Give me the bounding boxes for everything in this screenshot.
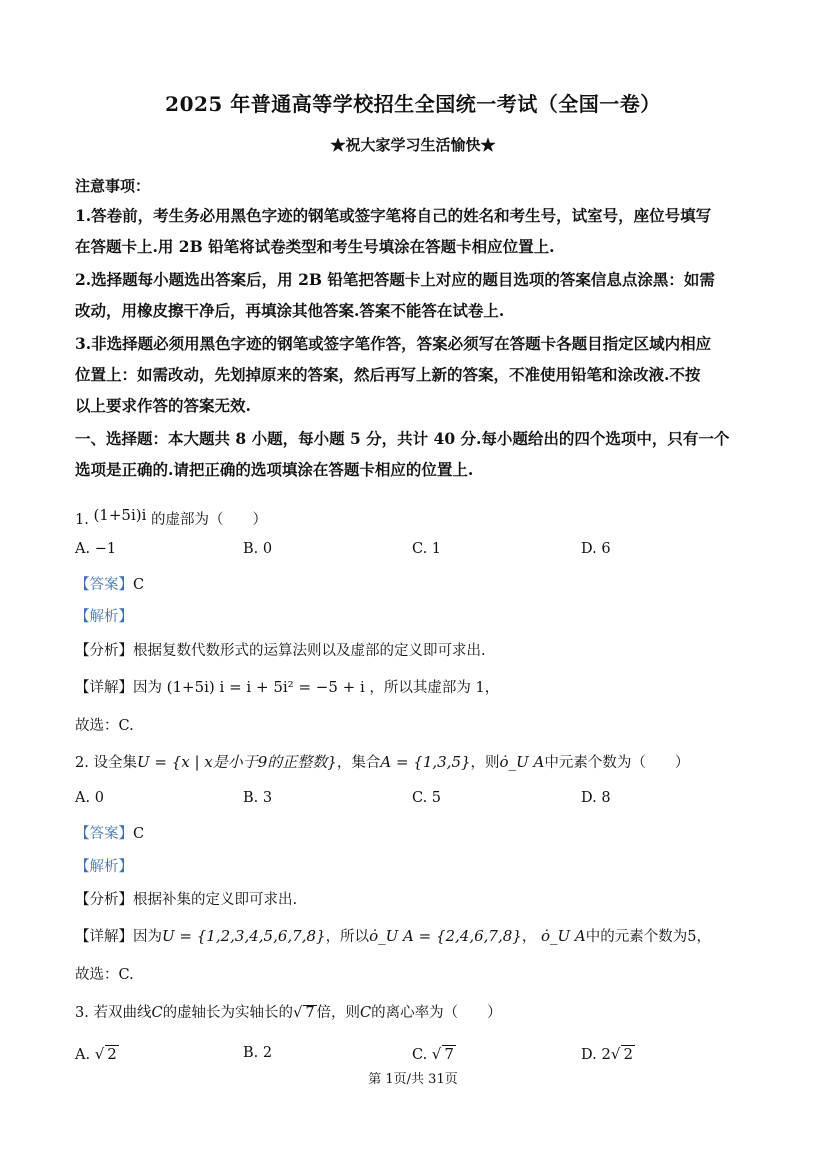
math-expression: ȯ_U A <box>540 927 586 945</box>
sqrt-expression: √ 7 <box>431 1045 454 1063</box>
fenxi-text: 根据补集的定义即可求出. <box>133 892 298 908</box>
sqrt-expression: √ 2 <box>94 1045 117 1063</box>
option-letter: D. <box>581 1047 597 1063</box>
detail-label: 【详解】 <box>75 680 133 696</box>
answer-label: 【答案】 <box>75 577 133 593</box>
math-variable: C <box>151 1005 163 1021</box>
math-expression: (1+5i) i = i + 5i² = −5 + i <box>166 678 365 696</box>
math-expression: A = {1,3,5} <box>380 753 471 771</box>
option-c: C. 1 <box>412 541 442 557</box>
detail-mid2: ， <box>521 929 537 945</box>
question-number: 1. <box>75 512 89 528</box>
page-title: 2025 年普通高等学校招生全国统一考试（全国一卷） <box>165 92 661 116</box>
notice-item-1-line-1: 1.答卷前，考生务必用黑色字迹的钢笔或签字笔将自己的姓名和考生号，试室号，座位号填写 <box>75 206 712 225</box>
question-text: 的虚部为（ ） <box>151 512 268 528</box>
sqrt-expression: 2√ 2 <box>601 1045 633 1063</box>
answer-label: 【答案】 <box>75 826 133 842</box>
notice-item-3-line-1: 3.非选择题必须用黑色字迹的钢笔或签字笔作答，答案必须写在答题卡各题目指定区域内相应 <box>75 334 712 353</box>
sqrt-coefficient: 2 <box>601 1045 611 1063</box>
question-2-fenxi <box>75 888 297 909</box>
notice-item-1-line-2: 在答题卡上.用 2B 铅笔将试卷类型和考生号填涂在答题卡相应位置上. <box>75 237 555 256</box>
option-a <box>75 1045 119 1063</box>
notice-item-1 <box>75 200 755 262</box>
question-3-stem <box>75 1001 502 1022</box>
notice-heading: 注意事项： <box>75 177 151 195</box>
option-a: A. −1 <box>75 541 117 557</box>
question-2-detail <box>75 925 711 946</box>
question-2-conclusion: 故选：C. <box>75 967 134 983</box>
detail-suffix: ，所以其虚部为 1， <box>369 680 500 696</box>
stem-suffix: 的离心率为（ ） <box>371 1005 502 1021</box>
option-b: B. 3 <box>243 790 273 806</box>
fenxi-text: 根据复数代数形式的运算法则以及虚部的定义即可求出. <box>133 643 486 659</box>
detail-prefix: 因为 <box>133 680 162 696</box>
question-1-detail <box>75 676 499 697</box>
answer-value: C <box>133 577 145 593</box>
detail-prefix: 因为 <box>133 929 162 945</box>
sqrt-radicand: 7 <box>305 1005 315 1021</box>
option-c: C. 5 <box>412 790 442 806</box>
detail-value: 5 <box>687 929 697 945</box>
stem-mid: 的虚轴长为实轴长的 <box>162 1005 294 1021</box>
page-footer: 第 1页/共 31页 <box>368 1072 458 1087</box>
section-1-instructions <box>75 423 755 485</box>
notice-item-2-line-2: 改动，用橡皮擦干净后，再填涂其他答案.答案不能答在试卷上. <box>75 301 505 320</box>
option-a: A. 0 <box>75 790 104 806</box>
section-1-line-2: 选项是正确的.请把正确的选项填涂在答题卡相应的位置上. <box>75 460 474 479</box>
question-2-stem <box>75 751 689 772</box>
question-number: 2. <box>75 755 89 771</box>
question-1-conclusion: 故选：C. <box>75 718 134 734</box>
notice-item-3-line-3: 以上要求作答的答案无效. <box>75 396 251 415</box>
notice-item-2 <box>75 264 755 326</box>
option-c <box>412 1045 456 1063</box>
option-letter: A. <box>75 1047 91 1063</box>
question-number: 3. <box>75 1005 89 1021</box>
sqrt-radicand: 2 <box>623 1045 633 1063</box>
stem-mid2: 倍，则 <box>316 1005 361 1021</box>
notice-item-2-line-1: 2.选择题每小题选出答案后，用 2B 铅笔把答题卡上对应的题目选项的答案信息点涂黑：如需 <box>75 270 715 289</box>
fenxi-label: 【分析】 <box>75 892 133 908</box>
notice-item-3-line-2: 位置上：如需改动，先划掉原来的答案，然后再写上新的答案，不准使用铅笔和涂改液.不按 <box>75 365 701 384</box>
page-subtitle: ★祝大家学习生活愉快★ <box>330 136 496 154</box>
question-2-analysis-label: 【解析】 <box>75 859 133 875</box>
math-expression: U = {x | x是小于9的正整数} <box>136 753 337 771</box>
detail-mid: ，所以 <box>325 929 370 945</box>
sqrt-expression: √ 7 <box>293 1005 315 1021</box>
option-letter: C. <box>412 1047 428 1063</box>
math-variable: C <box>360 1005 372 1021</box>
math-expression: U = {1,2,3,4,5,6,7,8} <box>162 927 326 945</box>
question-1-fenxi <box>75 639 486 660</box>
question-2-answer <box>75 822 144 843</box>
question-1-answer <box>75 573 144 594</box>
notice-item-3 <box>75 328 755 421</box>
question-1-stem <box>75 506 267 529</box>
stem-mid: ，集合 <box>336 755 381 771</box>
section-1-line-1: 一、选择题：本大题共 8 小题，每小题 5 分，共计 40 分.每小题给出的四个选项中，只有一个 <box>75 429 730 448</box>
question-1-analysis-label: 【解析】 <box>75 609 133 625</box>
option-b: B. 0 <box>243 541 273 557</box>
stem-suffix: 中元素个数为（ ） <box>544 755 690 771</box>
math-expression: ȯ_U A = {2,4,6,7,8} <box>369 927 522 945</box>
option-d: D. 8 <box>581 790 611 806</box>
math-expression: (1+5i)i <box>93 506 147 524</box>
math-expression: ȯ_U A <box>499 753 545 771</box>
answer-value: C <box>133 826 145 842</box>
detail-end: ， <box>696 929 711 945</box>
stem-prefix: 设全集 <box>93 755 137 771</box>
option-d: D. 6 <box>581 541 611 557</box>
sqrt-radicand: 7 <box>444 1045 454 1063</box>
detail-suffix: 中的元素个数为 <box>585 929 688 945</box>
sqrt-radicand: 2 <box>107 1045 117 1063</box>
detail-label: 【详解】 <box>75 929 133 945</box>
stem-mid2: ，则 <box>470 755 500 771</box>
option-d <box>581 1045 635 1063</box>
option-b: B. 2 <box>243 1045 273 1061</box>
fenxi-label: 【分析】 <box>75 643 133 659</box>
stem-prefix: 若双曲线 <box>93 1005 152 1021</box>
